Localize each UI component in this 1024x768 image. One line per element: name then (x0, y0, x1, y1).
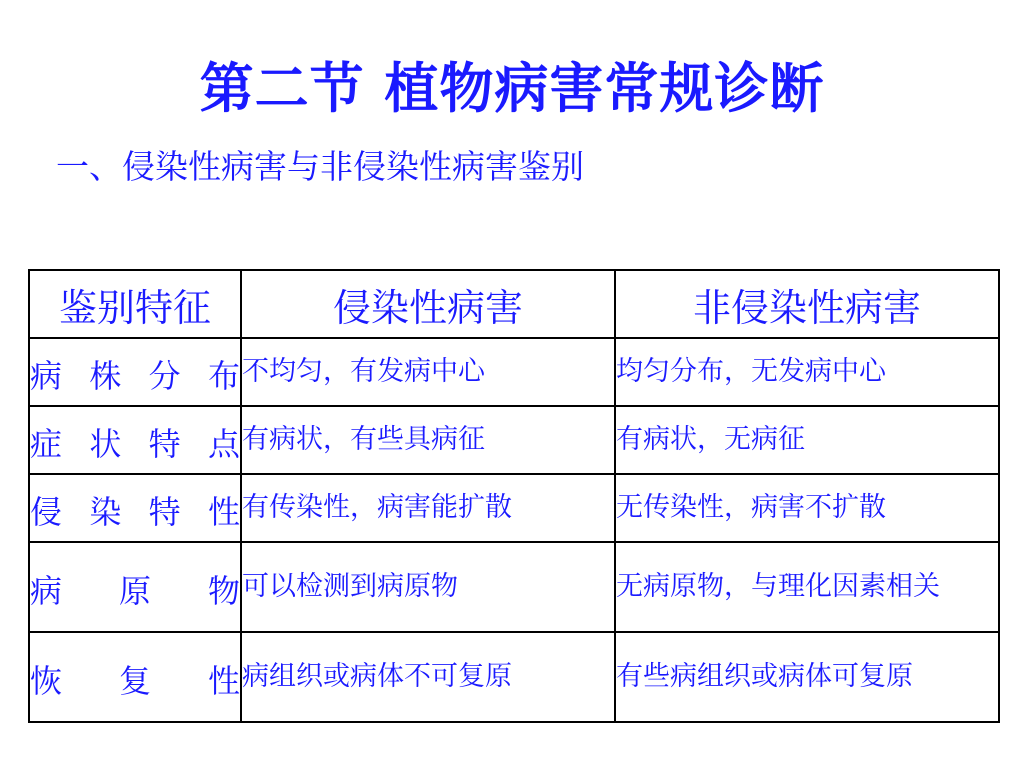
row-feature-label (29, 338, 241, 406)
table-row (29, 474, 999, 542)
infectious-cell: 可以检测到病原物 (241, 542, 615, 632)
feature-text: 病原物 (30, 572, 240, 610)
header-feature: 鉴别特征 (29, 270, 241, 338)
comparison-table (28, 269, 1000, 723)
non-infectious-cell: 有些病组织或病体可复原 (615, 632, 999, 722)
feature-text: 恢复性 (30, 662, 240, 700)
non-infectious-cell: 均匀分布，无发病中心 (615, 338, 999, 406)
row-feature-label (29, 542, 241, 632)
row-feature-label (29, 406, 241, 474)
table-row (29, 542, 999, 632)
section-heading: 一、侵染性病害与非侵染性病害鉴别 (56, 147, 584, 186)
non-infectious-cell: 有病状，无病征 (615, 406, 999, 474)
table-row (29, 338, 999, 406)
table-row (29, 406, 999, 474)
row-feature-label (29, 474, 241, 542)
feature-text: 侵染特性 (30, 493, 240, 531)
infectious-cell: 有病状，有些具病征 (241, 406, 615, 474)
slide-title: 第二节 植物病害常规诊断 (199, 56, 825, 120)
header-infectious: 侵染性病害 (241, 270, 615, 338)
infectious-cell: 有传染性，病害能扩散 (241, 474, 615, 542)
infectious-cell: 不均匀，有发病中心 (241, 338, 615, 406)
feature-text: 病株分布 (30, 357, 240, 395)
non-infectious-cell: 无病原物，与理化因素相关 (615, 542, 999, 632)
header-non-infectious: 非侵染性病害 (615, 270, 999, 338)
infectious-cell: 病组织或病体不可复原 (241, 632, 615, 722)
table-header-row (29, 270, 999, 338)
row-feature-label (29, 632, 241, 722)
feature-text: 症状特点 (30, 425, 240, 463)
non-infectious-cell: 无传染性，病害不扩散 (615, 474, 999, 542)
table-row (29, 632, 999, 722)
